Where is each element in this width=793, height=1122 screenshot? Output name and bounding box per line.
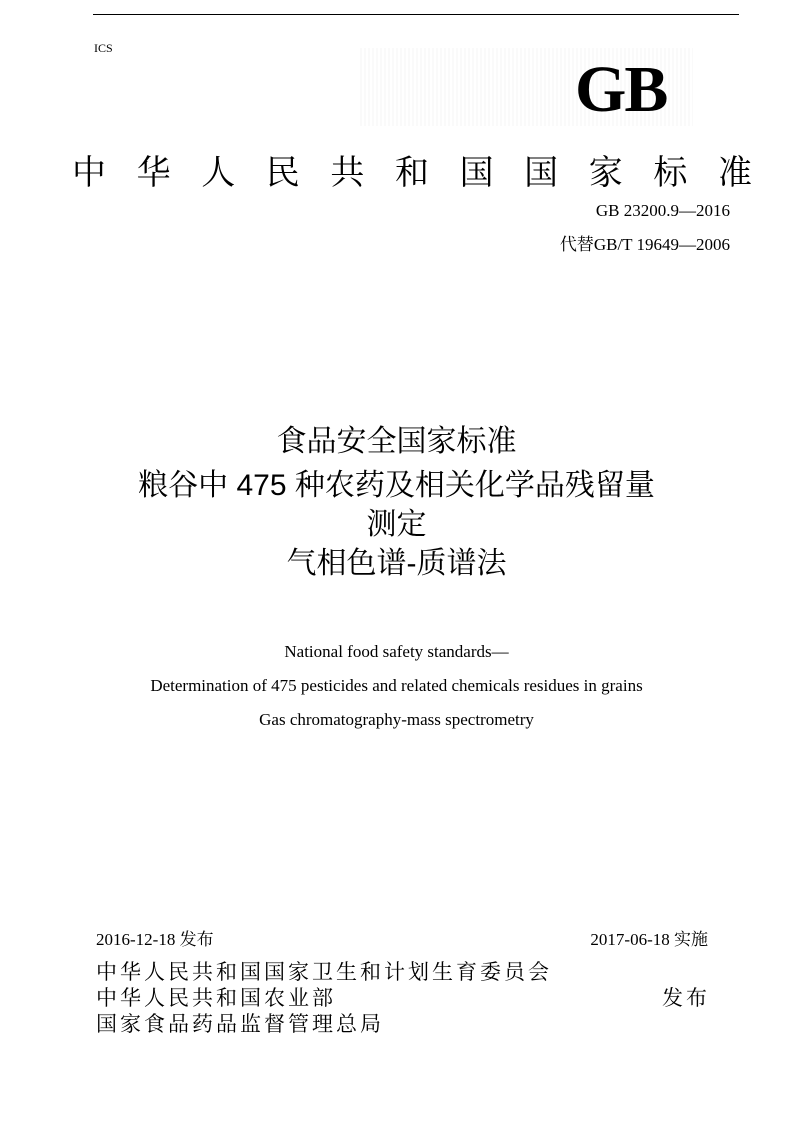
standard-number: GB 23200.9—2016 — [595, 201, 730, 220]
title-zh-line-2: 粮谷中 475 种农药及相关化学品残留量 — [138, 469, 655, 502]
issuer-1: 中华人民共和国国家卫生和计划生育委员会 — [96, 961, 552, 984]
heading-char: 民 — [265, 154, 300, 192]
heading-char: 家 — [588, 154, 623, 192]
heading-char: 华 — [136, 154, 171, 192]
issuer-2: 中华人民共和国农业部 — [96, 987, 336, 1010]
replaces-standard: 代替GB/T 19649—2006 — [559, 235, 730, 254]
heading-char: 国 — [459, 154, 494, 192]
ics-label: ICS — [94, 41, 113, 55]
heading-char: 和 — [394, 154, 429, 192]
title-en-line-3: Gas chromatography-mass spectrometry — [259, 710, 534, 729]
standard-type-heading — [72, 145, 752, 194]
heading-char: 人 — [201, 154, 236, 192]
issue-label: 发布 — [662, 987, 710, 1010]
title-zh-line-3: 测定 — [366, 508, 427, 541]
title-en-line-1: National food safety standards— — [284, 642, 509, 661]
title-en-line-2: Determination of 475 pesticides and related chemicals residues in grains — [150, 676, 643, 695]
issuer-3: 国家食品药品监督管理总局 — [96, 1013, 384, 1036]
issue-date: 2016-12-18 发布 — [96, 930, 214, 949]
heading-char: 中 — [72, 154, 106, 192]
heading-char: 国 — [524, 154, 559, 192]
effective-date: 2017-06-18 实施 — [590, 930, 708, 949]
header-rule — [93, 14, 739, 15]
heading-char: 共 — [330, 154, 365, 192]
title-zh-line-1: 食品安全国家标准 — [276, 425, 517, 458]
gb-logo: GB — [575, 53, 667, 126]
heading-char: 准 — [717, 154, 752, 192]
title-zh-line-4: 气相色谱-质谱法 — [286, 547, 507, 580]
heading-char: 标 — [653, 154, 688, 192]
